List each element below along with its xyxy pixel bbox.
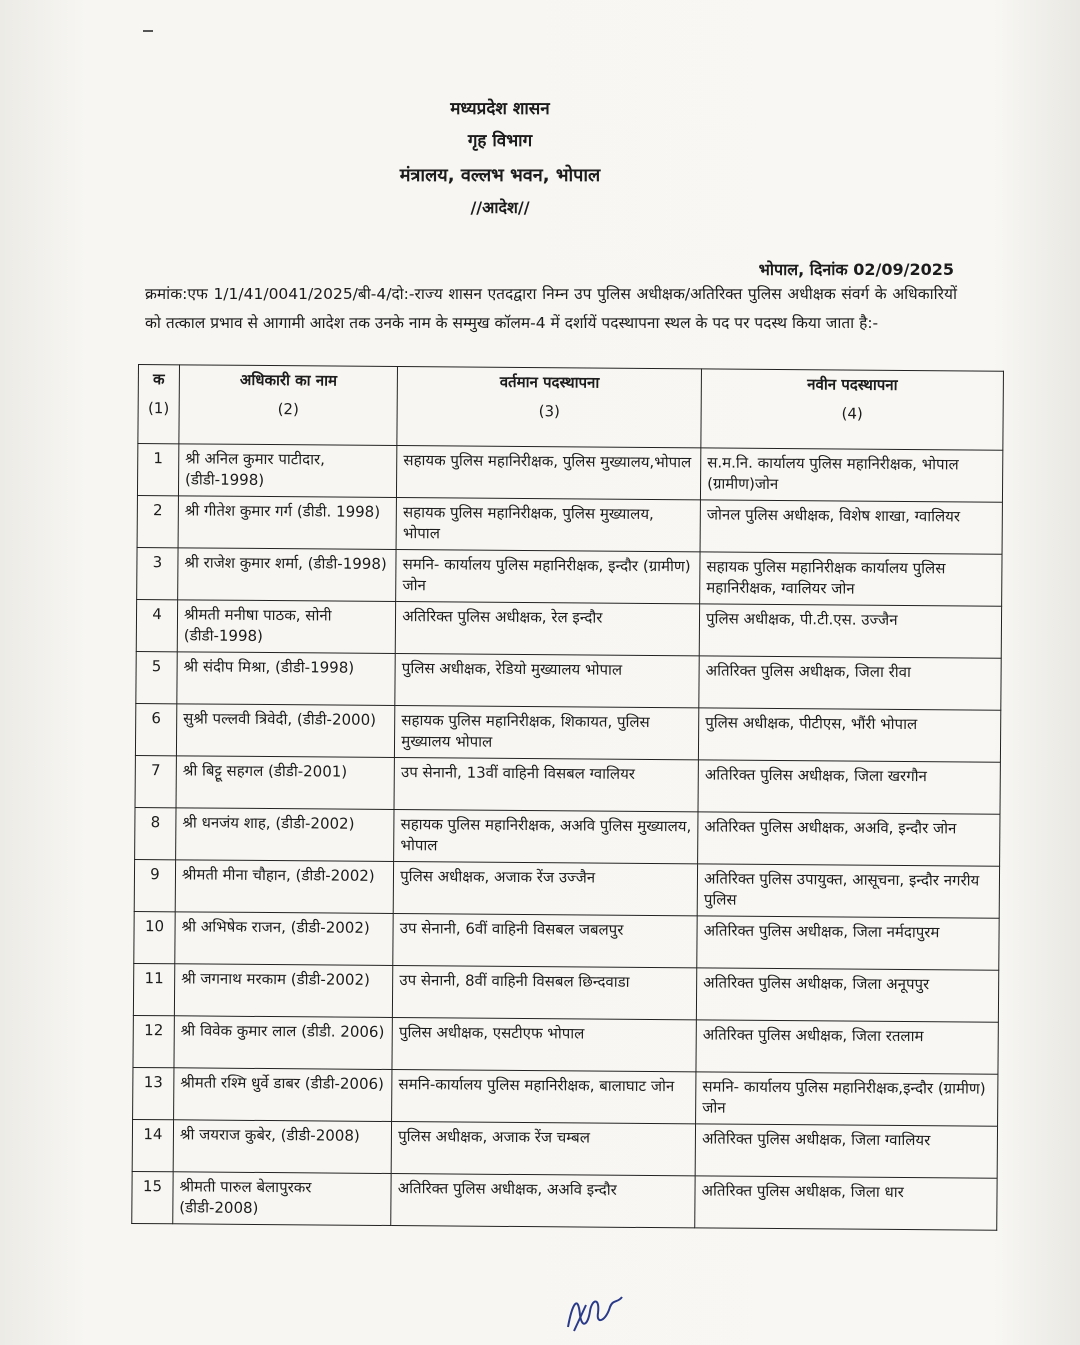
order-text: क्रमांक:एफ 1/1/41/0041/2025/बी-4/दो:-राज्य शासन एतदद्वारा निम्न उप पुलिस अधीक्षक/अतिरिक्त पुलिस अधीक्षक संवर्ग के अधिकारियों को तत्काल प्रभाव से आगामी आदेश तक उनके नाम के सम्मुख कॉलम-4 में दर्शायें पदस्थापना स्थल के पद पर पदस्थ किया जाता है:- xyxy=(145,285,957,332)
row-new-posting: अतिरिक्त पुलिस अधीक्षक, जिला धार xyxy=(695,1176,997,1230)
table-row xyxy=(137,547,1002,606)
column-header-new: नवीन पदस्थापना (4) xyxy=(701,369,1004,450)
row-serial: 7 xyxy=(135,755,176,807)
row-officer-name: श्री धनजंय शाह, (डीडी-2002) xyxy=(176,808,395,862)
row-current-posting: उप सेनानी, 6वीं वाहिनी विसबल जबलपुर xyxy=(393,914,697,968)
column-header-current: वर्तमान पदस्थापना (3) xyxy=(397,367,701,448)
table-row xyxy=(135,807,1000,866)
scan-mark xyxy=(143,30,153,32)
row-officer-name: श्री अनिल कुमार पाटीदार, (डीडी-1998) xyxy=(178,444,397,498)
row-serial: 8 xyxy=(135,807,176,859)
row-officer-name: श्री अभिषेक राजन, (डीडी-2002) xyxy=(175,912,394,966)
row-serial: 5 xyxy=(136,651,177,703)
row-new-posting: अतिरिक्त पुलिस उपायुक्त, आसूचना, इन्दौर नगरीय पुलिस xyxy=(697,864,999,918)
posting-table xyxy=(131,364,1004,1231)
row-serial: 3 xyxy=(137,547,178,599)
row-officer-name: श्री गीतेश कुमार गर्ग (डीडी. 1998) xyxy=(178,496,397,550)
row-serial: 9 xyxy=(134,859,175,911)
row-new-posting: अतिरिक्त पुलिस अधीक्षक, जिला रीवा xyxy=(699,656,1001,710)
row-officer-name: श्रीमती पारुल बेलापुरकर (डीडी-2008) xyxy=(173,1172,392,1226)
row-new-posting: पुलिस अधीक्षक, पीटीएस, भौंरी भोपाल xyxy=(698,708,1000,762)
row-serial: 1 xyxy=(137,444,178,496)
row-officer-name: श्रीमती मीना चौहान, (डीडी-2002) xyxy=(175,860,394,914)
table-row xyxy=(134,859,999,918)
row-serial: 15 xyxy=(132,1171,173,1223)
table-row xyxy=(133,1067,998,1126)
row-current-posting: समनि-कार्यालय पुलिस महानिरीक्षक, बालाघाट जोन xyxy=(392,1070,696,1124)
row-current-posting: सहायक पुलिस महानिरीक्षक, पुलिस मुख्यालय,भोपाल xyxy=(397,446,701,500)
table-row xyxy=(135,755,1000,814)
row-serial: 11 xyxy=(133,963,174,1015)
row-new-posting: अतिरिक्त पुलिस अधीक्षक, अअवि, इन्दौर जोन xyxy=(698,812,1000,866)
table-row xyxy=(134,911,999,970)
row-serial: 4 xyxy=(136,599,177,651)
table-row xyxy=(136,599,1001,658)
table-row xyxy=(132,1171,997,1230)
row-current-posting: सहायक पुलिस महानिरीक्षक, पुलिस मुख्यालय, भोपाल xyxy=(396,498,700,552)
row-new-posting: अतिरिक्त पुलिस अधीक्षक, जिला नर्मदापुरम xyxy=(697,916,999,970)
row-current-posting: समनि- कार्यालय पुलिस महानिरीक्षक, इन्दौर (ग्रामीण) जोन xyxy=(396,550,700,604)
row-officer-name: श्री जगनाथ मरकाम (डीडी-2002) xyxy=(174,964,393,1018)
column-header-name: अधिकारी का नाम (2) xyxy=(179,365,398,446)
row-officer-name: श्री जयराज कुबेर, (डीडी-2008) xyxy=(173,1120,392,1174)
header-department: गृह विभाग xyxy=(467,131,533,151)
row-serial: 13 xyxy=(133,1067,174,1119)
row-current-posting: अतिरिक्त पुलिस अधीक्षक, अअवि इन्दौर xyxy=(391,1174,695,1228)
order-date: भोपाल, दिनांक 02/09/2025 xyxy=(758,260,954,279)
row-officer-name: श्रीमती मनीषा पाठक, सोनी (डीडी-1998) xyxy=(177,600,396,654)
table-row xyxy=(133,1015,998,1074)
row-serial: 10 xyxy=(134,911,175,963)
table-row xyxy=(137,495,1002,554)
row-officer-name: श्री राजेश कुमार शर्मा, (डीडी-1998) xyxy=(178,548,397,602)
row-current-posting: पुलिस अधीक्षक, अजाक रेंज उज्जैन xyxy=(393,862,697,916)
row-current-posting: सहायक पुलिस महानिरीक्षक, अअवि पुलिस मुख्यालय, भोपाल xyxy=(394,810,698,864)
row-current-posting: उप सेनानी, 13वीं वाहिनी विसबल ग्वालियर xyxy=(394,758,698,812)
row-new-posting: सहायक पुलिस महानिरीक्षक कार्यालय पुलिस महानिरीक्षक, ग्वालियर जोन xyxy=(700,552,1002,606)
row-current-posting: पुलिस अधीक्षक, रेडियो मुख्यालय भोपाल xyxy=(395,654,699,708)
header-office: मंत्रालय, वल्लभ भवन, भोपाल xyxy=(399,165,601,186)
table-row xyxy=(133,963,998,1022)
row-officer-name: श्री संदीप मिश्रा, (डीडी-1998) xyxy=(177,652,396,706)
table-row xyxy=(137,444,1002,503)
row-current-posting: पुलिस अधीक्षक, एसटीएफ भोपाल xyxy=(392,1018,696,1072)
row-new-posting: समनि- कार्यालय पुलिस महानिरीक्षक,इन्दौर (ग्रामीण) जोन xyxy=(696,1072,998,1126)
row-new-posting: जोनल पुलिस अधीक्षक, विशेष शाखा, ग्वालियर xyxy=(700,500,1002,554)
header-state: मध्यप्रदेश शासन xyxy=(450,99,550,119)
table-row xyxy=(132,1119,997,1178)
header-order: //आदेश// xyxy=(470,198,530,217)
row-new-posting: स.म.नि. कार्यालय पुलिस महानिरीक्षक, भोपाल (ग्रामीण)जोन xyxy=(701,448,1003,502)
row-current-posting: पुलिस अधीक्षक, अजाक रेंज चम्बल xyxy=(391,1122,695,1176)
row-new-posting: पुलिस अधीक्षक, पी.टी.एस. उज्जैन xyxy=(699,604,1001,658)
row-current-posting: सहायक पुलिस महानिरीक्षक, शिकायत, पुलिस मुख्यालय भोपाल xyxy=(395,706,699,760)
row-current-posting: अतिरिक्त पुलिस अधीक्षक, रेल इन्दौर xyxy=(395,602,699,656)
table-row xyxy=(135,703,1000,762)
row-serial: 14 xyxy=(132,1119,173,1171)
row-new-posting: अतिरिक्त पुलिस अधीक्षक, जिला ग्वालियर xyxy=(695,1124,997,1178)
row-new-posting: अतिरिक्त पुलिस अधीक्षक, जिला रतलाम xyxy=(696,1020,998,1074)
row-officer-name: श्री विवेक कुमार लाल (डीडी. 2006) xyxy=(174,1016,393,1070)
row-officer-name: श्रीमती रश्मि धुर्वे डाबर (डीडी-2006) xyxy=(174,1068,393,1122)
table-row xyxy=(136,651,1001,710)
row-current-posting: उप सेनानी, 8वीं वाहिनी विसबल छिन्दवाडा xyxy=(393,966,697,1020)
table-header-row xyxy=(138,365,1004,451)
row-new-posting: अतिरिक्त पुलिस अधीक्षक, जिला अनूपपुर xyxy=(696,968,998,1022)
signature-icon xyxy=(560,1285,630,1335)
row-serial: 12 xyxy=(133,1015,174,1067)
row-officer-name: श्री बिट्टू सहगल (डीडी-2001) xyxy=(176,756,395,810)
row-officer-name: सुश्री पल्लवी त्रिवेदी, (डीडी-2000) xyxy=(176,704,395,758)
column-header-sn: क (1) xyxy=(138,365,180,444)
row-new-posting: अतिरिक्त पुलिस अधीक्षक, जिला खरगौन xyxy=(698,760,1000,814)
row-serial: 2 xyxy=(137,495,178,547)
row-serial: 6 xyxy=(135,703,176,755)
